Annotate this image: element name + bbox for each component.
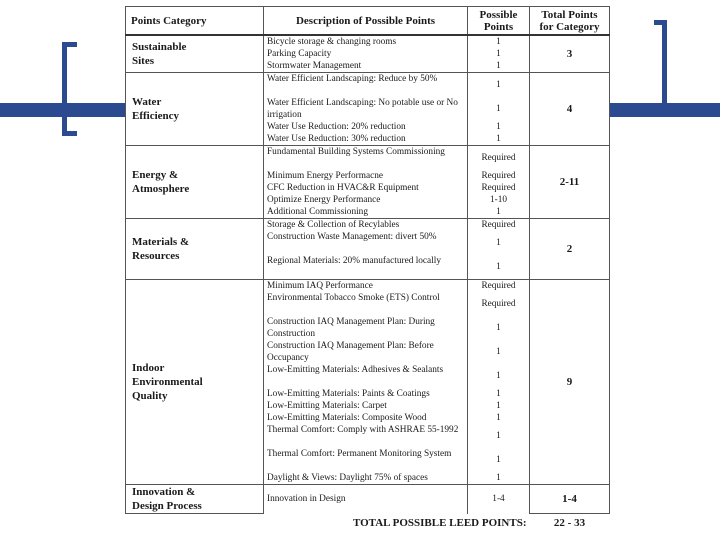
item-points: 1	[496, 80, 501, 90]
table-row	[126, 35, 610, 73]
item-description: Additional Commissioning	[267, 207, 368, 217]
item-points: 1	[496, 262, 501, 272]
item-points: Required	[481, 281, 516, 291]
category-cell	[126, 35, 264, 73]
category-cell	[126, 219, 264, 280]
item-description: Innovation in Design	[267, 494, 346, 505]
item-points: 1	[496, 122, 501, 132]
header-possible-line1: Possible	[479, 8, 518, 21]
item-description: Construction Waste Management: divert 50%	[267, 232, 437, 242]
item-description: Stormwater Management	[267, 61, 362, 71]
table-row	[126, 485, 610, 514]
category-cell	[126, 146, 264, 219]
item-points: 1	[496, 104, 501, 114]
item-description: Environmental Tobacco Smoke (ETS) Control	[267, 293, 440, 303]
category-label: Energy &	[132, 169, 179, 181]
description-cell	[264, 280, 468, 485]
item-points: Required	[481, 299, 516, 309]
item-points: 1	[496, 401, 501, 411]
category-label: Sustainable	[132, 41, 187, 53]
item-description: Water Efficient Landscaping: Reduce by 50%	[267, 74, 438, 84]
item-points: 1	[496, 455, 501, 465]
header-description: Description of Possible Points	[264, 7, 468, 36]
item-description: Low-Emitting Materials: Paints & Coatings	[267, 389, 430, 399]
category-label: Indoor	[132, 362, 165, 374]
item-points: 1	[496, 431, 501, 441]
category-label: Efficiency	[132, 110, 180, 122]
item-description: Daylight & Views: Daylight 75% of spaces	[267, 473, 428, 483]
item-description: Bicycle storage & changing rooms	[267, 37, 397, 47]
category-label: Quality	[132, 390, 168, 402]
item-points: 1	[496, 49, 501, 59]
description-cell	[264, 219, 468, 280]
category-cell	[126, 485, 264, 514]
category-cell	[126, 73, 264, 146]
category-total-cell: 9	[530, 280, 610, 485]
description-cell	[264, 485, 468, 514]
left-bracket-decoration	[62, 42, 77, 136]
item-points: Required	[481, 171, 516, 181]
possible-points-cell	[468, 219, 530, 280]
table-footer-row	[126, 514, 610, 533]
possible-points-cell	[468, 146, 530, 219]
item-points: 1	[496, 238, 501, 248]
table-row	[126, 146, 610, 219]
table-body	[126, 35, 610, 532]
item-description: CFC Reduction in HVAC&R Equipment	[267, 183, 419, 193]
item-description: Parking Capacity	[267, 49, 332, 59]
right-bracket-decoration	[654, 20, 667, 112]
category-total-cell: 2-11	[530, 146, 610, 219]
table-row	[126, 73, 610, 146]
item-points: 1	[496, 37, 501, 47]
item-description: Storage & Collection of Recylables	[267, 220, 400, 230]
item-points: 1-4	[492, 494, 505, 505]
category-label: Sites	[132, 55, 154, 67]
item-points: Required	[481, 183, 516, 193]
item-description: Low-Emitting Materials: Composite Wood	[267, 413, 427, 423]
item-description: Water Use Reduction: 20% reduction	[267, 122, 406, 132]
item-description: Thermal Comfort: Comply with ASHRAE 55-1992	[267, 425, 459, 435]
category-label: Atmosphere	[132, 183, 190, 195]
possible-points-cell	[468, 35, 530, 73]
category-label: Resources	[132, 250, 180, 262]
possible-points-cell	[468, 73, 530, 146]
item-points: 1	[496, 413, 501, 423]
item-description: Optimize Energy Performance	[267, 195, 381, 205]
item-points: 1	[496, 389, 501, 399]
item-description: Fundamental Building Systems Commissioning	[267, 147, 445, 157]
item-points: 1	[496, 207, 501, 217]
category-total-cell: 1-4	[530, 485, 610, 514]
category-cell	[126, 280, 264, 485]
item-description: Water Efficient Landscaping: No potable use or No irrigation	[267, 98, 458, 120]
item-description: Construction IAQ Management Plan: Before Occupancy	[267, 341, 434, 363]
leed-points-table-container	[125, 6, 609, 532]
category-total-cell: 2	[530, 219, 610, 280]
total-leed-points-label: TOTAL POSSIBLE LEED POINTS:	[352, 516, 527, 529]
total-leed-points-value: 22 - 33	[553, 516, 586, 529]
leed-points-table	[125, 6, 610, 532]
item-description: Thermal Comfort: Permanent Monitoring System	[267, 449, 452, 459]
item-points: Required	[481, 220, 516, 230]
header-possible-line2: Points	[483, 20, 514, 33]
header-possible-points	[468, 7, 530, 36]
item-points: 1-10	[489, 195, 508, 205]
header-points-category: Points Category	[126, 7, 264, 36]
item-points: 1	[496, 371, 501, 381]
item-description: Low-Emitting Materials: Adhesives & Sealants	[267, 365, 444, 375]
item-description: Water Use Reduction: 30% reduction	[267, 134, 406, 144]
item-points: 1	[496, 323, 501, 333]
item-points: Required	[481, 153, 516, 163]
item-points: 1	[496, 61, 501, 71]
item-description: Minimum IAQ Performance	[267, 281, 373, 291]
description-cell	[264, 73, 468, 146]
item-points: 1	[496, 347, 501, 357]
category-label: Design Process	[132, 500, 202, 512]
item-description: Regional Materials: 20% manufactured locally	[267, 256, 441, 266]
category-total-cell: 4	[530, 73, 610, 146]
table-row	[126, 219, 610, 280]
possible-points-cell	[468, 280, 530, 485]
table-row	[126, 280, 610, 485]
category-total-cell: 3	[530, 35, 610, 73]
description-cell	[264, 146, 468, 219]
possible-points-cell	[468, 485, 530, 514]
item-description: Low-Emitting Materials: Carpet	[267, 401, 387, 411]
header-total-line1: Total Points	[541, 8, 598, 21]
category-label: Innovation &	[132, 486, 196, 498]
table-header-row	[126, 7, 610, 36]
item-description: Minimum Energy Performacne	[267, 171, 384, 181]
item-points: 1	[496, 473, 501, 483]
header-total-line2: for Category	[539, 20, 600, 33]
category-label: Materials &	[132, 236, 190, 248]
header-total-points	[530, 7, 610, 36]
category-label: Water	[132, 96, 162, 108]
description-cell	[264, 35, 468, 73]
item-points: 1	[496, 134, 501, 144]
item-description: Construction IAQ Management Plan: During Construction	[267, 317, 435, 339]
category-label: Environmental	[132, 376, 203, 388]
